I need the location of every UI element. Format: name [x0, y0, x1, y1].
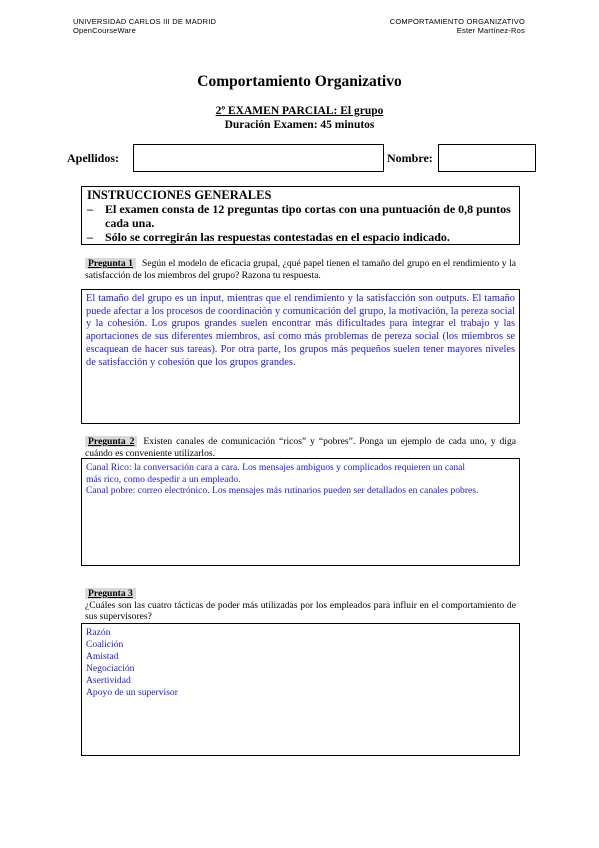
answer-3-box[interactable] [81, 623, 520, 756]
question-1-label: Pregunta 1 [85, 258, 136, 269]
answer-3-line: Apoyo de un supervisor [86, 687, 178, 698]
question-2 [85, 436, 516, 459]
apellidos-field[interactable] [133, 144, 384, 172]
opencourseware-label: OpenCourseWare [73, 26, 136, 35]
header-left [73, 17, 216, 35]
question-2-text: Existen canales de comunicación “ricos” y “pobres”. Ponga un ejemplo de cada uno, y diga cuándo es conveniente utilizarlos. [85, 436, 517, 459]
answer-3-line: Amistad [86, 651, 119, 662]
question-2-label: Pregunta 2 [85, 436, 137, 447]
university-name: UNIVERSIDAD CARLOS III DE MADRID [73, 17, 217, 26]
answer-3-line: Asertividad [86, 675, 131, 686]
instruction-item: – Sólo se corregirán las respuestas contestadas en el espacio indicado. [87, 230, 514, 244]
answer-3-line: Negociación [86, 663, 135, 674]
answer-2-line: más rico, como despedir a un empleado. [86, 473, 241, 485]
page-title: Comportamiento Organizativo [197, 73, 402, 90]
course-name: COMPORTAMIENTO ORGANIZATIVO [389, 17, 525, 26]
answer-2-line: Canal pobre: correo electrónico. Los mensajes más rutinarios pueden ser detallados en canales pobres. [86, 485, 479, 497]
header-right [390, 17, 525, 35]
answer-2-line: Canal Rico: la conversación cara a cara. Los mensajes ambiguos y complicados requieren un canal [86, 462, 466, 473]
exam-name: 2º EXAMEN PARCIAL: El grupo [215, 105, 384, 117]
question-3-label: Pregunta 3 [85, 588, 136, 599]
instructions-list [87, 202, 514, 244]
apellidos-label: Apellidos: [67, 151, 120, 165]
question-1-text: Según el modelo de eficacia grupal, ¿qué papel tienen el tamaño del grupo en el rendimiento y la satisfacción de los miembros del grupo? Razona tu respuesta. [85, 258, 516, 281]
question-3-text: ¿Cuáles son las cuatro tácticas de poder más utilizadas por los empleados para influir en el comportamiento de sus supervisores? [85, 599, 516, 622]
instructions-box [81, 186, 520, 245]
nombre-field[interactable] [438, 144, 536, 172]
question-1 [85, 258, 516, 281]
author-name: Ester Martínez-Ros [456, 26, 525, 35]
instructions-title: INSTRUCCIONES GENERALES [87, 188, 272, 202]
exam-subtitle [0, 104, 599, 132]
answer-1-box[interactable] [81, 289, 520, 424]
nombre-label: Nombre: [387, 151, 433, 165]
answer-2-box[interactable] [81, 458, 520, 566]
instruction-item: – El examen consta de 12 preguntas tipo cortas con una puntuación de 0,8 puntos cada una. [87, 202, 514, 230]
answer-1-text: El tamaño del grupo es un input, mientras que el rendimiento y la satisfacción son outputs. El tamaño puede afectar a los procesos de coordinación y comunicación del grupo, la motivación, la pereza social y la cohesión. Los grupos grandes suelen encontrar más dificultades para integrar el trabajo y las aportaciones de sus diferentes miembros, así como más problemas de pereza social (los miembros se escaquean de hacer sus tareas). Por otra parte, los grupos más pequeños suelen tener mayores niveles de satisfacción y cohesión que los grupos grandes. [86, 293, 515, 368]
exam-duration: Duración Examen: 45 minutos [224, 119, 375, 131]
question-3 [85, 588, 516, 623]
answer-3-line: Razón [86, 627, 111, 638]
answer-3-line: Coalición [86, 639, 124, 650]
